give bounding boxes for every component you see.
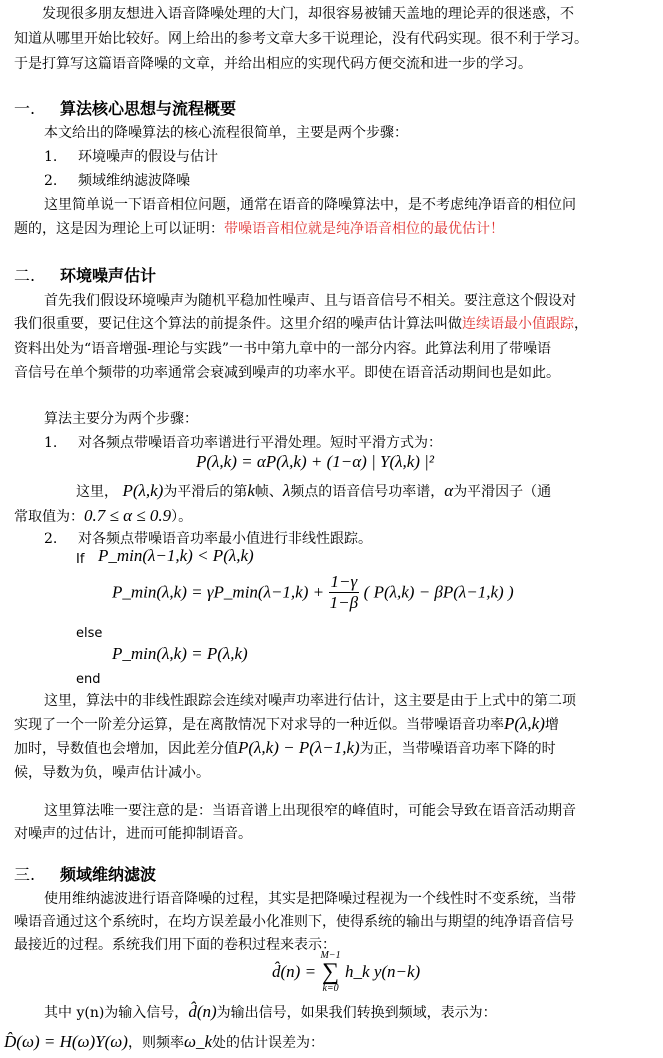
section-3-heading [14, 862, 156, 885]
section-3-p1-line-3: 最接近的过程。系统我们用下面的卷积过程来表示： [14, 937, 336, 953]
equation-min-tracking: P_min(λ,k) = γP_min(λ−1,k) + $\frac{1-\gamma}{1-\beta}$ ( P(λ,k) − βP(λ−1,k) ) [112, 572, 514, 612]
keyword-if: If [76, 552, 85, 567]
section-3-p3: D̂(ω) = H(ω)Y(ω)，则频率ω_k处的估计误差为： [4, 1032, 325, 1051]
section-2-step-1: 1. 对各频点带噪语音功率谱进行平滑处理。短时平滑方式为： [44, 435, 442, 451]
intro-line-1: 发现很多朋友想进入语音降噪处理的大门，却很容易被铺天盖地的理论弄的很迷惑，不 [42, 6, 574, 22]
section-2-title: 环境噪声估计 [60, 266, 157, 285]
equation-convolution: d̂(n) = M−1 ∑ k=0 h_k y(n−k) [272, 950, 421, 994]
section-2-p3-line-2: 对噪声的过估计，进而可能抑制语音。 [14, 826, 252, 842]
intro-line-2: 知道从哪里开始比较好。网上给出的参考文章大多干说理论，没有代码实现。很不利于学习。 [14, 31, 588, 47]
section-2-p1-line-3: 资料出处为“语音增强-理论与实践”一书中第九章中的一部分内容。此算法利用了带噪语 [14, 341, 552, 357]
section-1-intro: 本文给出的降噪算法的核心流程很简单，主要是两个步骤： [44, 125, 408, 141]
section-2-number: 二. [14, 266, 36, 285]
keyword-else: else [76, 626, 103, 641]
section-1-para-line-2: 题的，这是因为理论上可以证明：带噪语音相位就是纯净语音相位的最优估计！ [14, 221, 504, 237]
section-3-title: 频域维纳滤波 [60, 865, 157, 884]
step-1-explanation-line-2: 常取值为：0.7 ≤ α ≤ 0.9）。 [14, 506, 193, 525]
section-2-p1-line-1: 首先我们假设环境噪声为随机平稳加性噪声、且与语音信号不相关。要注意这个假设对 [44, 293, 576, 309]
condition-expression: P_min(λ−1,k) < P(λ,k) [98, 546, 254, 565]
section-1-step-1: 1. 环境噪声的假设与估计 [44, 149, 218, 165]
section-3-p2: 其中 y(n)为输入信号，d̂(n)为输出信号，如果我们转换到频域，表示为： [44, 1002, 497, 1021]
section-3-number: 三. [14, 865, 36, 884]
section-1-heading [14, 96, 236, 119]
sigma-symbol: ∑ [321, 959, 340, 985]
section-1-para-line-1: 这里简单说一下语音相位问题，通常在语音的降噪算法中，是不考虑纯净语音的相位问 [44, 197, 576, 213]
section-2-p2-line-2: 实现了一个一阶差分运算，是在离散情况下对求导的一种近似。当带噪语音功率P(λ,k)增 [14, 714, 559, 733]
highlight-text: 连续语最小值跟踪 [462, 316, 574, 332]
section-2-p1-line-2: 我们很重要，要记住这个算法的前提条件。这里介绍的噪声估计算法叫做连续语最小值跟踪， [14, 316, 588, 332]
highlight-text: 带噪语音相位就是纯净语音相位的最优估计！ [224, 221, 504, 237]
intro-line-3: 于是打算写这篇语音降噪的文章，并给出相应的实现代码方便交流和进一步的学习。 [14, 56, 532, 72]
steps-intro: 算法主要分为两个步骤： [44, 411, 198, 427]
section-2-p2-line-1: 这里，算法中的非线性跟踪会连续对噪声功率进行估计，这主要是由于上式中的第二项 [44, 693, 576, 709]
section-2-heading [14, 263, 156, 286]
section-2-p2-line-4: 候，导数为负，噪声估计减小。 [14, 765, 210, 781]
section-2-step-2: 2. 对各频点带噪语音功率最小值进行非线性跟踪。 [44, 531, 372, 547]
section-3-p1-line-2: 噪语音通过这个系统时，在均方误差最小化准则下，使得系统的输出与期望的纯净语音信号 [14, 914, 574, 930]
step-1-explanation-line-1: 这里， P(λ,k)为平滑后的第k帧、λ频点的语音信号功率谱，α为平滑因子（通 [76, 481, 552, 500]
keyword-end: end [76, 672, 101, 687]
fraction: $\frac{1-\gamma}{1-\beta}$ [329, 572, 359, 612]
section-1-title: 算法核心思想与流程概要 [60, 99, 237, 118]
section-2-p3-line-1: 这里算法唯一要注意的是：当语音谱上出现很窄的峰值时，可能会导致在语音活动期音 [44, 803, 576, 819]
section-1-number: 一. [14, 99, 36, 118]
section-3-p1-line-1: 使用维纳滤波进行语音降噪的过程，其实是把降噪过程视为一个线性时不变系统，当带 [44, 891, 576, 907]
equation-smoothing: P(λ,k) = αP(λ,k) + (1−α) | Y(λ,k) |² [196, 452, 434, 471]
intro-paragraph [14, 2, 654, 77]
section-2-p1-line-4: 音信号在单个频带的功率通常会衰减到噪声的功率水平。即使在语音活动期间也是如此。 [14, 365, 560, 381]
section-1-step-2: 2. 频域维纳滤波降噪 [44, 173, 190, 189]
summation: M−1 ∑ k=0 [320, 950, 341, 994]
section-2-p2-line-3: 加时，导数值也会增加，因此差分值P(λ,k) − P(λ−1,k)为正，当带噪语音功率下降的时 [14, 738, 556, 757]
equation-min-update: P_min(λ,k) = P(λ,k) [112, 644, 248, 663]
